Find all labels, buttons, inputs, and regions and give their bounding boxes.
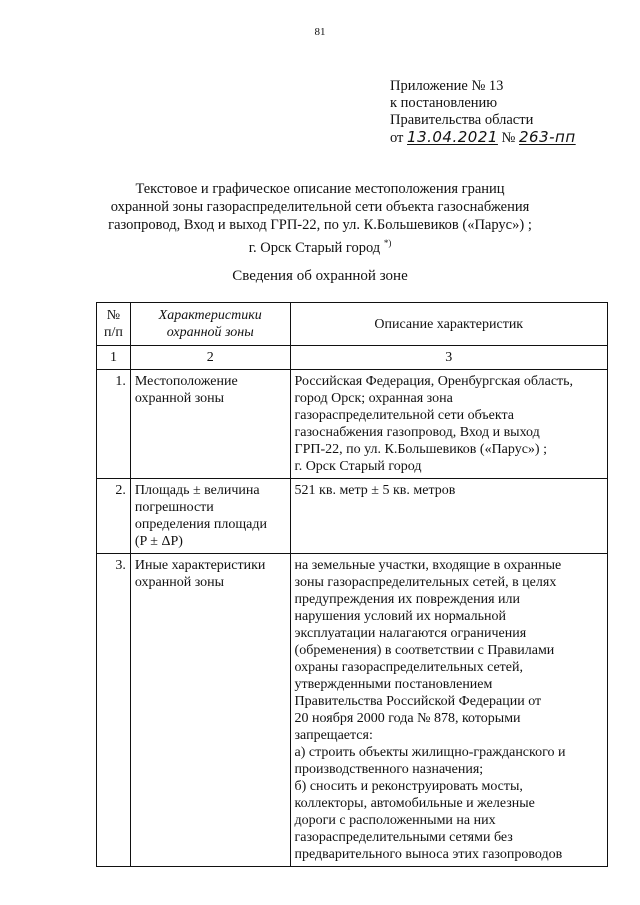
description-line: запрещается:	[294, 728, 373, 743]
header-number	[97, 303, 131, 346]
description-line: коллекторы, автомобильные и железные	[294, 796, 535, 811]
document-title	[80, 180, 560, 257]
row-description	[290, 554, 607, 867]
description-line: г. Орск Старый город	[294, 459, 422, 474]
description-line: б) сносить и реконструировать мосты,	[294, 779, 523, 794]
characteristic-line: Площадь ± величина	[134, 483, 260, 498]
handwritten-date: 13.04.2021	[407, 128, 498, 146]
title-location: г. Орск Старый город	[248, 239, 381, 256]
row-description	[290, 479, 607, 554]
description-line: 521 кв. метр ± 5 кв. метров	[294, 483, 456, 498]
appendix-line-1: Приложение № 13	[390, 78, 504, 94]
index-cell-3: 3	[290, 346, 607, 370]
characteristic-line: Иные характеристики	[134, 558, 266, 573]
description-line: ГРП-22, по ул. К.Большевиков («Парус») ;	[294, 442, 547, 457]
description-line: газоснабжения газопровод, Вход и выход	[294, 425, 540, 440]
table-row	[97, 554, 608, 867]
description-line: эксплуатации налагаются ограничения	[294, 626, 527, 641]
header-characteristic	[130, 303, 290, 346]
description-line: 20 ноября 2000 года № 878, которыми	[294, 711, 521, 726]
appendix-block	[390, 78, 576, 147]
characteristic-line: (P ± ΔP)	[134, 534, 183, 549]
header-description	[290, 303, 607, 346]
table-row	[97, 479, 608, 554]
row-description	[290, 370, 607, 479]
description-line: (обременения) в соответствии с Правилами	[294, 643, 555, 658]
appendix-line-2: к постановлению	[390, 95, 498, 111]
description-line: производственного назначения;	[294, 762, 484, 777]
description-line: газораспределительными сетями без	[294, 830, 513, 845]
description-line: а) строить объекты жилищно-гражданского и	[294, 745, 566, 760]
title-line-4	[80, 234, 560, 257]
page-number: 81	[314, 26, 326, 38]
footnote-mark: *)	[383, 238, 392, 248]
description-line: зоны газораспределительных сетей, в целях	[294, 575, 557, 590]
title-line-1: Текстовое и графическое описание местоположения границ	[135, 181, 505, 197]
header-characteristic-line-1: Характеристики	[158, 308, 262, 323]
description-line: дороги с расположенными на них	[294, 813, 496, 828]
zone-table	[96, 302, 608, 867]
row-number: 1.	[97, 370, 131, 479]
title-line-2: охранной зоны газораспределительной сети объекта газоснабжения	[110, 199, 530, 215]
description-line: предупреждения их повреждения или	[294, 592, 521, 607]
characteristic-line: Местоположение	[134, 374, 238, 389]
description-line: охраны газораспределительных сетей,	[294, 660, 523, 675]
appendix-line-3: Правительства области	[390, 112, 534, 128]
description-line: нарушения условий их нормальной	[294, 609, 506, 624]
description-line: на земельные участки, входящие в охранные	[294, 558, 562, 573]
table-index-row	[97, 346, 608, 370]
row-number: 2.	[97, 479, 131, 554]
row-characteristic	[130, 479, 290, 554]
handwritten-number: 263-пп	[519, 128, 576, 146]
description-line: предварительного выноса этих газопроводов	[294, 847, 563, 862]
row-characteristic	[130, 554, 290, 867]
date-prefix: от	[390, 130, 404, 146]
section-title: Сведения об охранной зоне	[232, 268, 408, 284]
number-prefix: №	[501, 130, 516, 146]
row-characteristic	[130, 370, 290, 479]
table-header-row	[97, 303, 608, 346]
header-number-line-1: №	[106, 308, 121, 323]
index-cell-1: 1	[97, 346, 131, 370]
appendix-date-line	[390, 129, 576, 147]
header-description-text: Описание характеристик	[374, 316, 524, 332]
characteristic-line: охранной зоны	[134, 575, 225, 590]
description-line: Российская Федерация, Оренбургская область,	[294, 374, 574, 389]
characteristic-line: определения площади	[134, 517, 267, 532]
row-number: 3.	[97, 554, 131, 867]
characteristic-line: охранной зоны	[134, 391, 225, 406]
description-line: газораспределительной сети объекта	[294, 408, 514, 423]
header-number-line-2: п/п	[104, 325, 123, 340]
description-line: город Орск; охранная зона	[294, 391, 453, 406]
description-line: утвержденными постановлением	[294, 677, 493, 692]
title-line-3: газопровод, Вход и выход ГРП-22, по ул. К.Большевиков («Парус») ;	[108, 217, 532, 233]
index-cell-2: 2	[130, 346, 290, 370]
header-characteristic-line-2: охранной зоны	[166, 325, 254, 340]
characteristic-line: погрешности	[134, 500, 214, 515]
table-row	[97, 370, 608, 479]
description-line: Правительства Российской Федерации от	[294, 694, 542, 709]
